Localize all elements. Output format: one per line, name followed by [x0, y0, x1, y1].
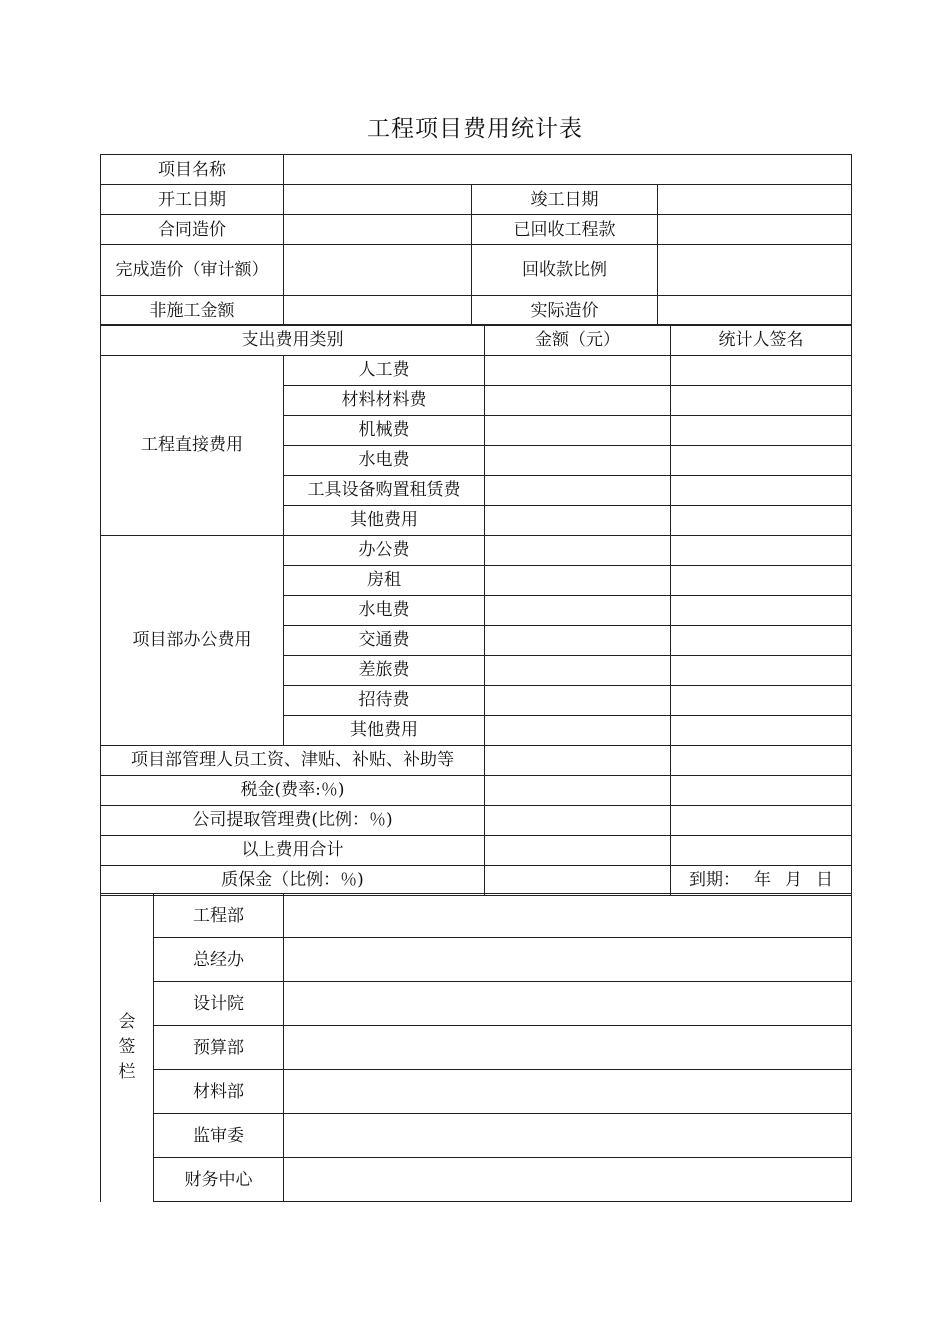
final-price-label: 完成造价（审计额） [101, 245, 284, 296]
signer-cell[interactable] [671, 445, 852, 475]
department-label: 财务中心 [154, 1158, 284, 1202]
direct-cost-item: 机械费 [284, 415, 485, 445]
office-cost-item: 其他费用 [284, 715, 485, 745]
contract-price-value[interactable] [284, 215, 472, 245]
due-month-label: 月 [785, 870, 802, 890]
amount-cell[interactable] [485, 805, 671, 835]
signoff-label-char: 签 [118, 1037, 136, 1058]
signature-cell[interactable] [284, 1070, 852, 1114]
actual-price-label: 实际造价 [472, 296, 658, 326]
amount-cell[interactable] [485, 655, 671, 685]
signer-cell[interactable] [671, 655, 852, 685]
due-day-label: 日 [816, 870, 833, 890]
table-row [101, 938, 852, 982]
office-costs-group-label: 项目部办公费用 [101, 535, 284, 745]
signer-cell[interactable] [671, 505, 852, 535]
signature-cell[interactable] [284, 1158, 852, 1202]
signer-cell[interactable] [671, 685, 852, 715]
table-row [101, 245, 852, 296]
start-date-value[interactable] [284, 185, 472, 215]
department-label: 工程部 [154, 894, 284, 938]
department-label: 监审委 [154, 1114, 284, 1158]
department-label: 预算部 [154, 1026, 284, 1070]
signer-cell[interactable] [671, 835, 852, 865]
table-row [101, 894, 852, 938]
project-name-value[interactable] [284, 155, 852, 185]
office-cost-item: 水电费 [284, 595, 485, 625]
signer-cell[interactable] [671, 625, 852, 655]
table-row [101, 215, 852, 245]
end-date-value[interactable] [658, 185, 852, 215]
amount-cell[interactable] [485, 865, 671, 895]
signature-cell[interactable] [284, 938, 852, 982]
end-date-label: 竣工日期 [472, 185, 658, 215]
signer-cell[interactable] [671, 775, 852, 805]
cost-header-row [101, 325, 852, 355]
signer-cell[interactable] [671, 595, 852, 625]
recovery-ratio-label: 回收款比例 [472, 245, 658, 296]
signer-cell[interactable] [671, 355, 852, 385]
amount-cell[interactable] [485, 775, 671, 805]
direct-cost-item: 材料材料费 [284, 385, 485, 415]
table-row [101, 1158, 852, 1202]
signature-cell[interactable] [284, 982, 852, 1026]
final-price-value[interactable] [284, 245, 472, 296]
amount-cell[interactable] [485, 535, 671, 565]
signer-cell[interactable] [671, 385, 852, 415]
signoff-label-char: 会 [118, 1012, 136, 1033]
office-cost-item: 房租 [284, 565, 485, 595]
signer-cell[interactable] [671, 535, 852, 565]
salary-label: 项目部管理人员工资、津贴、补贴、补助等 [101, 745, 485, 775]
start-date-label: 开工日期 [101, 185, 284, 215]
table-row [101, 865, 852, 895]
amount-cell[interactable] [485, 415, 671, 445]
table-row [101, 1026, 852, 1070]
table-row [101, 355, 852, 385]
table-row [101, 155, 852, 185]
recovered-label: 已回收工程款 [472, 215, 658, 245]
category-header: 支出费用类别 [101, 325, 485, 355]
amount-cell[interactable] [485, 565, 671, 595]
cost-table [100, 324, 852, 896]
office-cost-item: 差旅费 [284, 655, 485, 685]
direct-cost-item: 工具设备购置租赁费 [284, 475, 485, 505]
signature-cell[interactable] [284, 1114, 852, 1158]
amount-cell[interactable] [485, 355, 671, 385]
contract-price-label: 合同造价 [101, 215, 284, 245]
non-construction-value[interactable] [284, 296, 472, 326]
signer-cell[interactable] [671, 565, 852, 595]
project-info-table [100, 154, 852, 326]
signoff-label-char: 栏 [118, 1062, 136, 1083]
signer-cell[interactable] [671, 415, 852, 445]
actual-price-value[interactable] [658, 296, 852, 326]
table-row [101, 535, 852, 565]
amount-cell[interactable] [485, 445, 671, 475]
table-row [101, 1070, 852, 1114]
amount-cell[interactable] [485, 685, 671, 715]
warranty-label: 质保金（比例：％) [101, 865, 485, 895]
table-row [101, 775, 852, 805]
amount-cell[interactable] [485, 745, 671, 775]
signature-cell[interactable] [284, 894, 852, 938]
signer-cell[interactable] [671, 805, 852, 835]
department-label: 设计院 [154, 982, 284, 1026]
table-row [101, 185, 852, 215]
direct-costs-group-label: 工程直接费用 [101, 355, 284, 535]
department-label: 总经办 [154, 938, 284, 982]
table-row [101, 296, 852, 326]
tax-label: 税金(费率:％) [101, 775, 485, 805]
amount-cell[interactable] [485, 595, 671, 625]
direct-cost-item: 水电费 [284, 445, 485, 475]
department-label: 材料部 [154, 1070, 284, 1114]
table-row [101, 835, 852, 865]
page-title: 工程项目费用统计表 [367, 116, 583, 142]
due-date-cell[interactable] [671, 865, 852, 895]
office-cost-item: 招待费 [284, 685, 485, 715]
due-year-label: 年 [754, 870, 771, 890]
recovery-ratio-value[interactable] [658, 245, 852, 296]
amount-cell[interactable] [485, 715, 671, 745]
table-row [101, 982, 852, 1026]
amount-cell[interactable] [485, 625, 671, 655]
amount-cell[interactable] [485, 835, 671, 865]
signer-cell[interactable] [671, 715, 852, 745]
amount-cell[interactable] [485, 505, 671, 535]
signoff-table [100, 893, 852, 1202]
signer-header: 统计人签名 [671, 325, 852, 355]
office-cost-item: 交通费 [284, 625, 485, 655]
project-name-label: 项目名称 [101, 155, 284, 185]
signer-cell[interactable] [671, 475, 852, 505]
amount-cell[interactable] [485, 385, 671, 415]
recovered-value[interactable] [658, 215, 852, 245]
table-row [101, 1114, 852, 1158]
table-row [101, 745, 852, 775]
table-row [101, 805, 852, 835]
total-label: 以上费用合计 [101, 835, 485, 865]
non-construction-label: 非施工金额 [101, 296, 284, 326]
direct-cost-item: 人工费 [284, 355, 485, 385]
signature-cell[interactable] [284, 1026, 852, 1070]
direct-cost-item: 其他费用 [284, 505, 485, 535]
due-label: 到期： [689, 870, 740, 890]
office-cost-item: 办公费 [284, 535, 485, 565]
amount-cell[interactable] [485, 475, 671, 505]
amount-header: 金额（元） [485, 325, 671, 355]
signoff-label [101, 894, 154, 1202]
signer-cell[interactable] [671, 745, 852, 775]
management-fee-label: 公司提取管理费(比例：％) [101, 805, 485, 835]
